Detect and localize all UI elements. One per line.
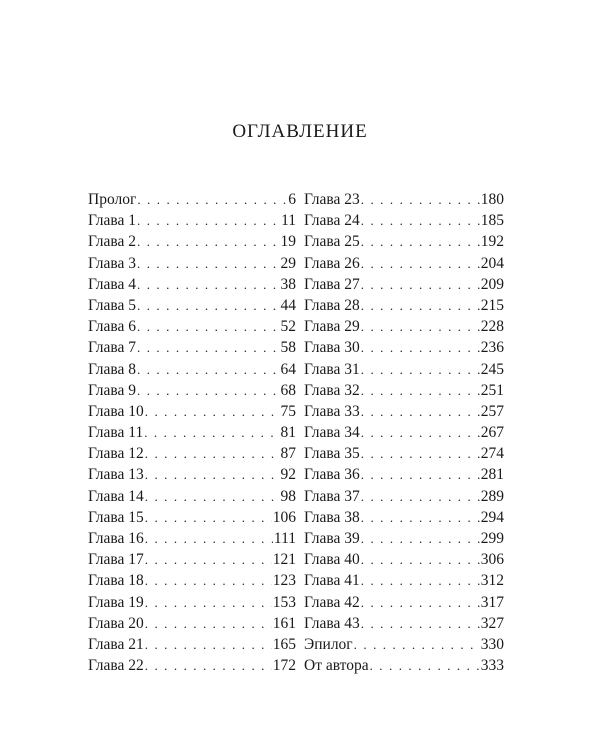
toc-entry-label: Глава 10: [88, 402, 144, 420]
toc-entry-label: Глава 2: [88, 233, 137, 251]
toc-entry-page-number: 330: [480, 635, 504, 653]
toc-entry-page-number: 19: [280, 233, 296, 251]
toc-entry-label: Глава 36: [304, 466, 360, 484]
toc-entry-page-number: 92: [280, 466, 296, 484]
toc-entry-page-number: 333: [480, 657, 504, 675]
toc-dot-leader: [354, 634, 480, 655]
toc-entry-label: Глава 24: [304, 212, 360, 230]
toc-entry-label: Глава 20: [88, 614, 144, 632]
toc-entry-page-number: 317: [480, 593, 504, 611]
toc-entry-label: Глава 22: [88, 657, 144, 675]
toc-dot-leader: [145, 634, 272, 655]
toc-entry[interactable]: [304, 210, 504, 231]
toc-entry[interactable]: [88, 380, 296, 401]
toc-entry[interactable]: [88, 592, 296, 613]
toc-entry-label: Глава 25: [304, 233, 360, 251]
toc-entry-page-number: 6: [288, 191, 296, 208]
toc-dot-leader: [145, 486, 280, 507]
toc-entry[interactable]: [304, 253, 504, 274]
toc-entry-page-number: 257: [480, 402, 504, 420]
toc-entry[interactable]: [88, 210, 296, 231]
toc-dot-leader: [361, 443, 480, 464]
toc-entry-label: От автора: [304, 657, 369, 675]
toc-entry-page-number: 153: [272, 593, 296, 611]
toc-dot-leader: [361, 295, 480, 316]
toc-dot-leader: [361, 210, 480, 231]
toc-entry[interactable]: [88, 422, 296, 443]
toc-left-column: [88, 189, 296, 676]
toc-dot-leader: [137, 295, 279, 316]
toc-dot-leader: [361, 486, 480, 507]
page-title: оглавление: [232, 113, 368, 143]
toc-entry-label: Глава 3: [88, 254, 137, 272]
toc-dot-leader: [361, 592, 480, 613]
toc-entry-page-number: 306: [480, 551, 504, 569]
toc-entry-label: Глава 28: [304, 296, 360, 314]
toc-entry[interactable]: [304, 316, 504, 337]
toc-entry-label: Глава 32: [304, 381, 360, 399]
toc-entry-label: Глава 9: [88, 381, 137, 399]
toc-dot-leader: [361, 316, 480, 337]
toc-entry-page-number: 52: [280, 318, 296, 336]
toc-entry-page-number: 204: [480, 254, 504, 272]
toc-entry[interactable]: [88, 570, 296, 591]
toc-entry-label: Глава 6: [88, 318, 137, 336]
toc-entry-page-number: 75: [280, 402, 296, 420]
toc-entry-page-number: 58: [280, 339, 296, 357]
toc-entry-label: Глава 31: [304, 360, 360, 378]
toc-entry-page-number: 228: [480, 318, 504, 336]
toc-entry[interactable]: [88, 401, 296, 422]
toc-dot-leader: [137, 274, 279, 295]
toc-entry-label: Глава 11: [88, 424, 144, 442]
toc-entry[interactable]: [88, 464, 296, 485]
toc-entry[interactable]: [304, 486, 504, 507]
toc-dot-leader: [361, 253, 480, 274]
toc-entry-label: Глава 39: [304, 530, 360, 547]
toc-entry[interactable]: [304, 443, 504, 464]
toc-dot-leader: [145, 655, 272, 676]
toc-entry[interactable]: [304, 592, 504, 613]
toc-dot-leader: [145, 443, 280, 464]
toc-dot-leader: [145, 549, 272, 570]
toc-dot-leader: [145, 528, 273, 549]
toc-entry[interactable]: [88, 253, 296, 274]
toc-entry-label: Глава 16: [88, 530, 144, 547]
toc-entry-page-number: 111: [273, 530, 296, 547]
toc-entry[interactable]: [304, 655, 504, 676]
toc-entry-page-number: 68: [280, 381, 296, 399]
toc-right-column: [304, 189, 504, 676]
toc-dot-leader: [137, 359, 279, 380]
toc-entry[interactable]: [304, 613, 504, 634]
toc-dot-leader: [361, 507, 480, 528]
toc-dot-leader: [361, 528, 480, 549]
toc-entry-label: Глава 42: [304, 593, 360, 611]
toc-entry-page-number: 251: [480, 381, 504, 399]
toc-dot-leader: [361, 464, 480, 485]
toc-entry[interactable]: [304, 549, 504, 570]
toc-dot-leader: [361, 422, 480, 443]
toc-entry-page-number: 64: [280, 360, 296, 378]
toc-entry[interactable]: [88, 295, 296, 316]
toc-entry-label: Глава 5: [88, 296, 137, 314]
toc-entry[interactable]: [88, 486, 296, 507]
toc-entry-label: Глава 26: [304, 254, 360, 272]
toc-entry[interactable]: [304, 359, 504, 380]
toc-dot-leader: [145, 401, 280, 422]
toc-entry[interactable]: [304, 528, 504, 549]
toc-entry[interactable]: [304, 401, 504, 422]
toc-entry-page-number: 172: [272, 657, 296, 675]
toc-entry-label: Глава 1: [88, 212, 137, 230]
toc-entry-label: Глава 23: [304, 191, 360, 208]
toc-entry[interactable]: [304, 337, 504, 358]
toc-dot-leader: [361, 401, 480, 422]
toc-dot-leader: [361, 189, 480, 210]
toc-entry-page-number: 274: [480, 445, 504, 463]
toc-entry-page-number: 299: [480, 530, 504, 547]
toc-entry[interactable]: [304, 570, 504, 591]
toc-entry[interactable]: [88, 316, 296, 337]
toc-entry-page-number: 81: [280, 424, 296, 442]
toc-dot-leader: [145, 613, 272, 634]
toc-entry-page-number: 180: [480, 191, 504, 208]
toc-entry[interactable]: [88, 359, 296, 380]
toc-entry-label: Глава 8: [88, 360, 137, 378]
toc-dot-leader: [370, 655, 480, 676]
toc-entry-label: Глава 4: [88, 275, 137, 293]
toc-entry-page-number: 267: [480, 424, 504, 442]
toc-entry[interactable]: [304, 295, 504, 316]
toc-entry-label: Глава 34: [304, 424, 360, 442]
toc-dot-leader: [137, 210, 280, 231]
toc-dot-leader: [361, 380, 480, 401]
toc-entry-page-number: 165: [272, 635, 296, 653]
toc-entry-page-number: 215: [480, 296, 504, 314]
toc-entry-label: Глава 12: [88, 445, 144, 463]
toc-dot-leader: [361, 231, 480, 252]
toc-dot-leader: [361, 274, 480, 295]
toc-dot-leader: [137, 380, 279, 401]
toc-entry-label: Глава 21: [88, 635, 144, 653]
toc-entry-label: Глава 40: [304, 551, 360, 569]
toc-entry[interactable]: [88, 507, 296, 528]
toc-entry-page-number: 209: [480, 275, 504, 293]
toc-dot-leader: [145, 464, 280, 485]
toc-entry-page-number: 281: [480, 466, 504, 484]
toc-entry-label: Глава 38: [304, 508, 360, 526]
toc-entry-page-number: 44: [280, 296, 296, 314]
toc-entry-page-number: 185: [480, 212, 504, 230]
toc-entry-page-number: 87: [280, 445, 296, 463]
toc-entry[interactable]: [304, 464, 504, 485]
toc-entry-page-number: 98: [280, 487, 296, 505]
toc-dot-leader: [145, 592, 272, 613]
toc-entry[interactable]: [88, 274, 296, 295]
toc-entry-label: Глава 37: [304, 487, 360, 505]
toc-entry-page-number: 161: [272, 614, 296, 632]
toc-entry-label: Глава 35: [304, 445, 360, 463]
toc-dot-leader: [145, 507, 272, 528]
toc-entry-page-number: 245: [480, 360, 504, 378]
toc-entry-page-number: 294: [480, 508, 504, 526]
toc-dot-leader: [137, 231, 279, 252]
toc-entry-label: Глава 13: [88, 466, 144, 484]
toc-entry[interactable]: [88, 634, 296, 655]
toc-dot-leader: [137, 189, 287, 210]
toc-entry-page-number: 11: [281, 212, 296, 230]
toc-entry-label: Пролог: [88, 191, 137, 208]
toc-entry[interactable]: [88, 613, 296, 634]
toc-entry[interactable]: [304, 507, 504, 528]
toc-entry[interactable]: [88, 655, 296, 676]
toc-dot-leader: [137, 253, 279, 274]
toc-entry[interactable]: [88, 189, 296, 210]
toc-entry-label: Глава 7: [88, 339, 137, 357]
toc-entry-label: Глава 27: [304, 275, 360, 293]
toc-dot-leader: [137, 316, 279, 337]
toc-entry-page-number: 121: [272, 551, 296, 569]
toc-entry-page-number: 236: [480, 339, 504, 357]
toc-entry-label: Глава 19: [88, 593, 144, 611]
toc-dot-leader: [361, 549, 480, 570]
toc-entry-label: Глава 41: [304, 572, 360, 590]
toc-entry[interactable]: [88, 231, 296, 252]
toc-entry[interactable]: [88, 337, 296, 358]
toc-entry-label: Глава 18: [88, 572, 144, 590]
toc-entry[interactable]: [304, 274, 504, 295]
toc-entry-label: Глава 29: [304, 318, 360, 336]
toc-entry[interactable]: [304, 231, 504, 252]
toc-dot-leader: [144, 422, 279, 443]
toc-entry-label: Глава 15: [88, 508, 144, 526]
toc-entry-label: Глава 30: [304, 339, 360, 357]
toc-entry[interactable]: [304, 422, 504, 443]
toc-entry-page-number: 192: [480, 233, 504, 251]
toc-dot-leader: [137, 337, 279, 358]
toc-dot-leader: [361, 359, 480, 380]
toc-entry-label: Глава 14: [88, 487, 144, 505]
toc-entry-label: Эпилог: [304, 635, 353, 653]
toc-entry-page-number: 312: [480, 572, 504, 590]
toc-entry[interactable]: [304, 380, 504, 401]
toc-entry-page-number: 289: [480, 487, 504, 505]
toc-dot-leader: [361, 337, 480, 358]
toc-dot-leader: [361, 613, 480, 634]
toc-entry[interactable]: [304, 634, 504, 655]
toc-entry-page-number: 123: [272, 572, 296, 590]
toc-entry[interactable]: [304, 189, 504, 210]
toc-entry-page-number: 38: [280, 275, 296, 293]
toc-entry-label: Глава 33: [304, 402, 360, 420]
toc-dot-leader: [361, 570, 480, 591]
toc-entry-label: Глава 43: [304, 614, 360, 632]
toc-entry[interactable]: [88, 528, 296, 549]
toc-entry[interactable]: [88, 443, 296, 464]
toc-entry-page-number: 106: [272, 508, 296, 526]
toc-entry[interactable]: [88, 549, 296, 570]
toc-entry-label: Глава 17: [88, 551, 144, 569]
toc-entry-page-number: 327: [480, 614, 504, 632]
toc-dot-leader: [145, 570, 272, 591]
toc-entry-page-number: 29: [280, 254, 296, 272]
